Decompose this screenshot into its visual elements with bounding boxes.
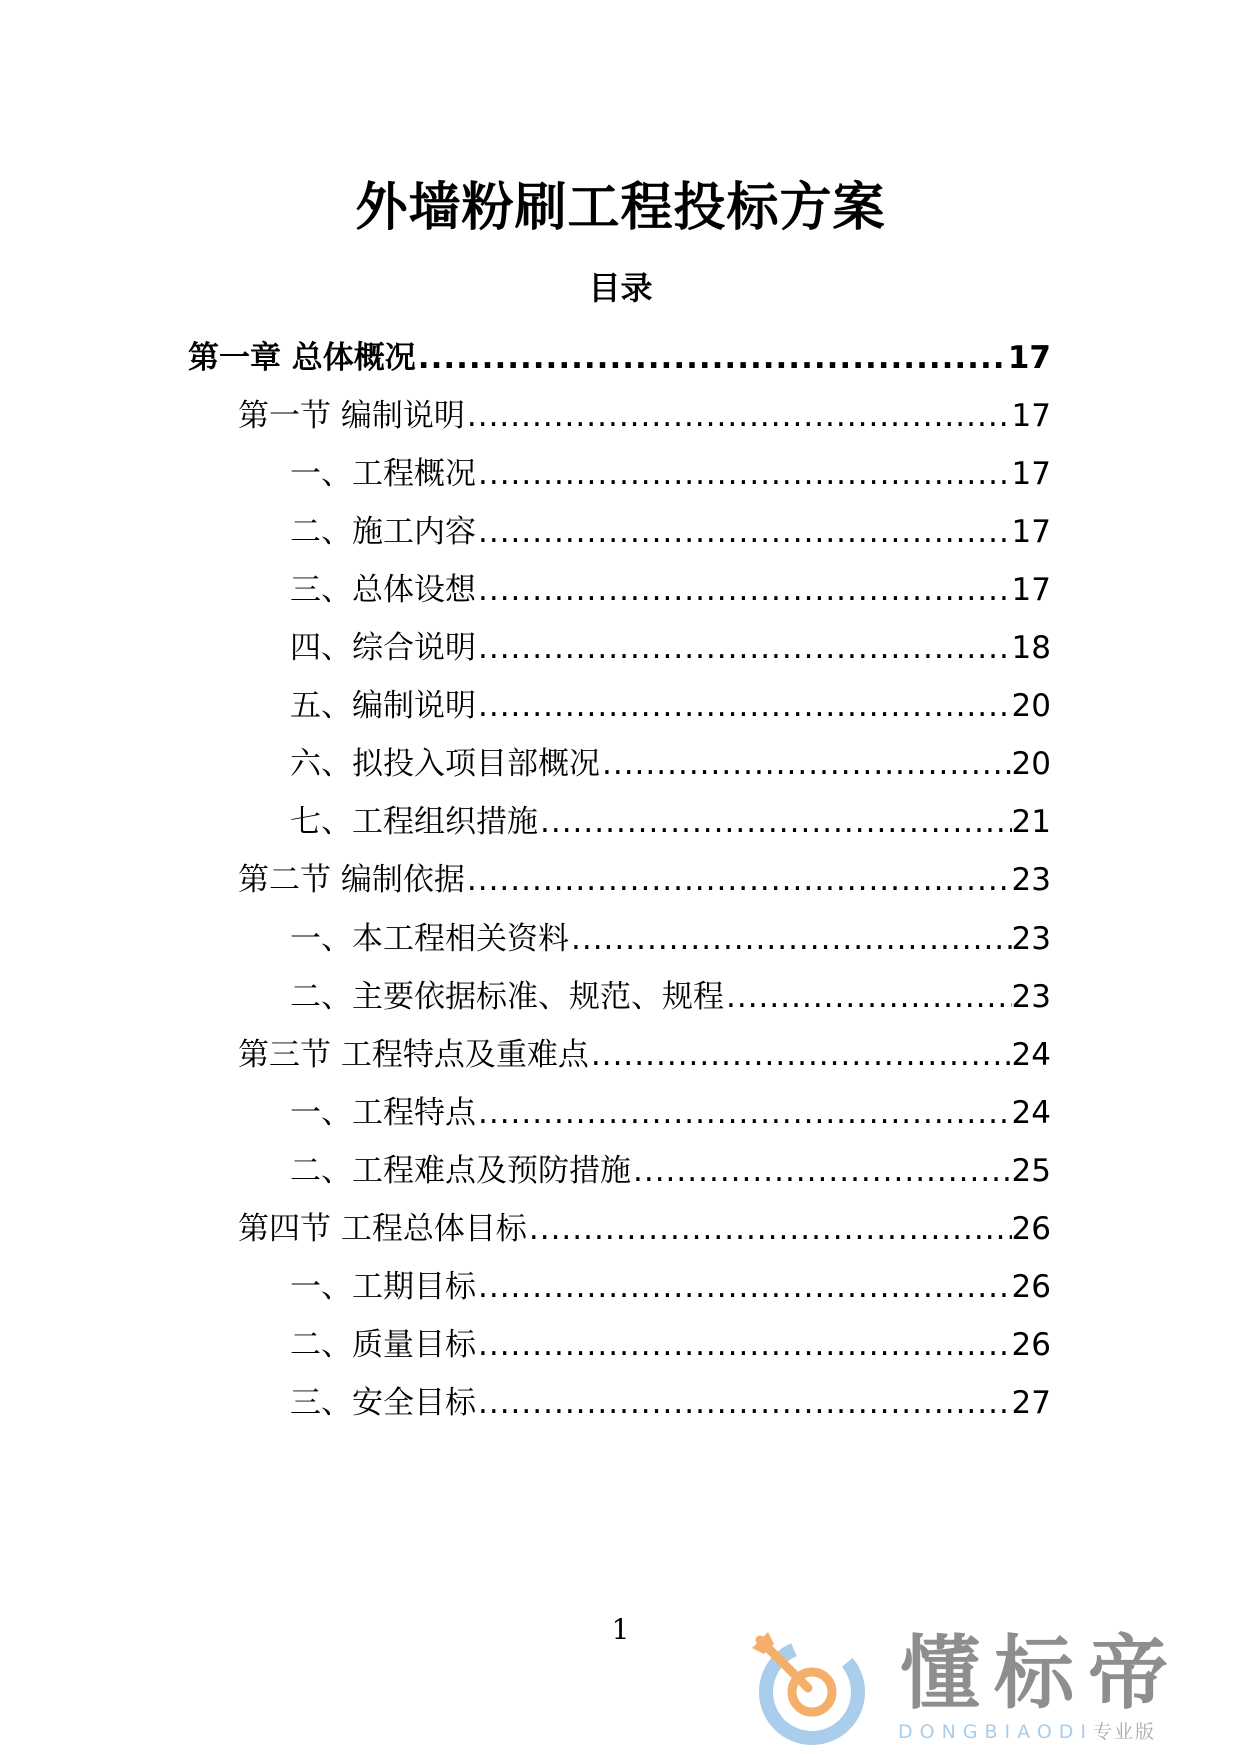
- toc-entry-label: 四、综合说明: [290, 630, 476, 667]
- toc-entry-label: 六、拟投入项目部概况: [290, 746, 600, 783]
- toc-entry-page: 26: [1011, 1268, 1051, 1305]
- toc-heading: 目录: [588, 269, 653, 307]
- toc-entry-label: 第一节 编制说明: [238, 398, 465, 435]
- toc-entry-page: 26: [1011, 1326, 1051, 1363]
- brand-name: 懂标帝: [900, 1627, 1182, 1720]
- toc-entry-page: 24: [1011, 1094, 1051, 1131]
- toc-entry-level-1: [188, 330, 1051, 378]
- toc-entry-page: 25: [1011, 1152, 1051, 1189]
- toc-entry-page: 17: [1007, 340, 1051, 376]
- toc-entry-level-3: [290, 736, 1051, 784]
- target-arrow-icon: [750, 1630, 870, 1746]
- toc-entry-page: 18: [1011, 630, 1051, 667]
- toc-entry-level-2: [238, 852, 1051, 900]
- toc-dot-leader: [465, 860, 1012, 900]
- toc-entry-label: 二、主要依据标准、规范、规程: [290, 978, 724, 1015]
- toc-dot-leader: [476, 1383, 1012, 1423]
- toc-entry-level-3: [290, 620, 1051, 668]
- toc-dot-leader: [416, 338, 1008, 378]
- toc-entry-page: 26: [1011, 1210, 1051, 1247]
- toc-entry-page: 23: [1011, 978, 1051, 1015]
- toc-entry-label: 三、总体设想: [290, 572, 476, 609]
- toc-entry-label: 第一章 总体概况: [188, 340, 416, 376]
- toc-entry-label: 第三节 工程特点及重难点: [238, 1036, 589, 1073]
- toc-entry-label: 二、施工内容: [290, 514, 476, 551]
- toc-entry-label: 一、工期目标: [290, 1268, 476, 1305]
- toc-entry-page: 23: [1011, 862, 1051, 899]
- toc-entry-label: 二、质量目标: [290, 1326, 476, 1363]
- toc-entry-label: 七、工程组织措施: [290, 804, 538, 841]
- toc-entry-label: 一、工程概况: [290, 456, 476, 493]
- toc-entry-level-3: [290, 969, 1051, 1017]
- document-title: 外墙粉刷工程投标方案: [355, 178, 886, 238]
- brand-subtitle-latin: DONGBIAODI: [898, 1721, 1094, 1743]
- toc-entry-page: 24: [1011, 1036, 1051, 1073]
- toc-entry-label: 二、工程难点及预防措施: [290, 1152, 631, 1189]
- brand-subtitle-cn: 专业版: [1093, 1721, 1157, 1743]
- toc-entry-page: 20: [1011, 688, 1051, 725]
- toc-entry-level-3: [290, 562, 1051, 610]
- toc-entry-level-3: [290, 504, 1051, 552]
- toc-entry-label: 五、编制说明: [290, 688, 476, 725]
- toc-dot-leader: [476, 512, 1012, 552]
- toc-dot-leader: [476, 454, 1012, 494]
- toc-dot-leader: [724, 977, 1012, 1017]
- toc-entry-page: 23: [1011, 920, 1051, 957]
- toc-dot-leader: [476, 628, 1012, 668]
- toc-dot-leader: [476, 1325, 1012, 1365]
- toc-entry-level-3: [290, 794, 1051, 842]
- toc-entry-level-3: [290, 1375, 1051, 1423]
- toc-dot-leader: [476, 570, 1012, 610]
- toc-dot-leader: [538, 802, 1012, 842]
- brand-subtitle: [898, 1720, 1156, 1744]
- toc-entry-page: 27: [1011, 1384, 1051, 1421]
- page-number: 1: [611, 1613, 630, 1646]
- toc-dot-leader: [631, 1151, 1012, 1191]
- toc-dot-leader: [476, 686, 1012, 726]
- toc-entry-label: 第二节 编制依据: [238, 862, 465, 899]
- toc-entry-page: 21: [1011, 804, 1051, 841]
- toc-dot-leader: [600, 744, 1012, 784]
- toc-entry-level-2: [238, 1201, 1051, 1249]
- toc-entry-level-3: [290, 1259, 1051, 1307]
- toc-entry-label: 一、工程特点: [290, 1094, 476, 1131]
- toc-dot-leader: [569, 919, 1012, 959]
- toc-entry-page: 17: [1011, 456, 1051, 493]
- toc-entry-page: 20: [1011, 746, 1051, 783]
- toc-entry-page: 17: [1011, 572, 1051, 609]
- toc-entry-level-2: [238, 388, 1051, 436]
- toc-dot-leader: [476, 1093, 1012, 1133]
- toc-entry-level-3: [290, 1085, 1051, 1133]
- toc-dot-leader: [465, 396, 1012, 436]
- toc-entry-page: 17: [1011, 514, 1051, 551]
- toc-entry-label: 三、安全目标: [290, 1384, 476, 1421]
- brand-watermark: [742, 1628, 1232, 1748]
- toc-entry-level-3: [290, 1143, 1051, 1191]
- toc-entry-level-3: [290, 446, 1051, 494]
- toc-dot-leader: [527, 1209, 1012, 1249]
- toc-dot-leader: [589, 1035, 1012, 1075]
- toc-entry-label: 第四节 工程总体目标: [238, 1210, 527, 1247]
- toc-entry-level-3: [290, 1317, 1051, 1365]
- toc-entry-level-2: [238, 1027, 1051, 1075]
- toc-entry-level-3: [290, 911, 1051, 959]
- toc-entry-level-3: [290, 678, 1051, 726]
- toc-dot-leader: [476, 1267, 1012, 1307]
- toc-entry-page: 17: [1011, 398, 1051, 435]
- toc-entry-label: 一、本工程相关资料: [290, 920, 569, 957]
